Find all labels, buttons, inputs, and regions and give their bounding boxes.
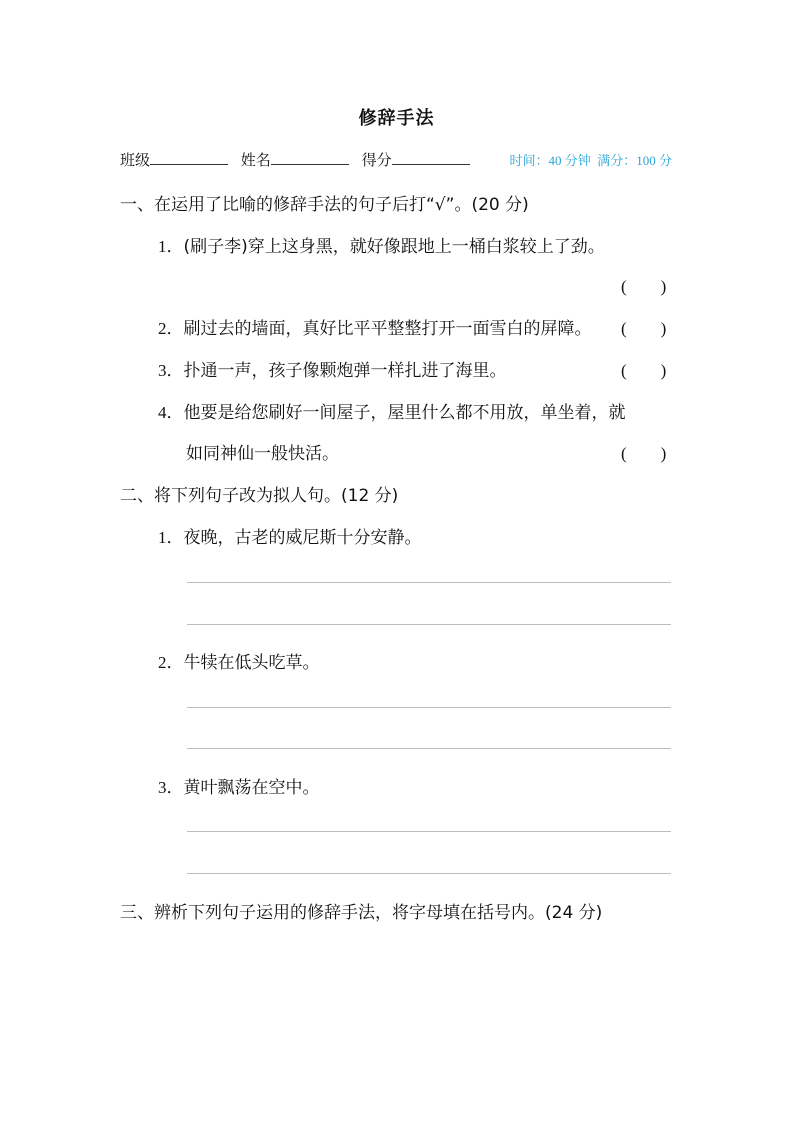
item-text: 扑通一声，孩子像颗炮弹一样扎进了海里。 (183, 361, 507, 381)
s1-item-4-continued: 如同神仙一般快活。 (186, 444, 339, 464)
item-text: (刷子李)穿上这身黑，就好像跟地上一桶白浆较上了劲。 (183, 237, 605, 257)
s1-item-4-answer-paren[interactable]: ( ) (621, 444, 667, 463)
score-blank[interactable] (392, 150, 470, 165)
score-label: 得分 (361, 151, 392, 169)
s1-item-1 (158, 232, 605, 257)
item-number: 3． (158, 778, 184, 797)
item-number: 2． (158, 319, 184, 338)
section-3-heading: 三、辨析下列句子运用的修辞手法，将字母填在括号内。(24 分) (120, 903, 603, 923)
name-label: 姓名 (240, 151, 271, 169)
s2-item-1 (158, 523, 422, 548)
s2-item-2 (158, 648, 320, 673)
section-1-heading: 一、在运用了比喻的修辞手法的句子后打“√”。(20 分) (120, 195, 529, 215)
s1-item-4 (158, 398, 626, 423)
s2-item-1-answer-line-2[interactable] (187, 624, 671, 625)
section-2-heading: 二、将下列句子改为拟人句。(12 分) (120, 486, 399, 506)
item-text: 刷过去的墙面，真好比平平整整打开一面雪白的屏障。 (183, 319, 592, 339)
s2-item-3-answer-line-2[interactable] (187, 873, 671, 874)
s1-item-3-answer-paren[interactable]: ( ) (621, 361, 667, 380)
item-text: 牛犊在低头吃草。 (183, 653, 320, 673)
item-text: 他要是给您刷好一间屋子，屋里什么都不用放，单坐着，就 (183, 403, 626, 423)
student-info-row (120, 149, 478, 170)
page-title: 修辞手法 (358, 108, 435, 129)
s1-item-2-answer-paren[interactable]: ( ) (621, 319, 667, 338)
s1-item-2 (158, 314, 592, 339)
exam-meta (509, 150, 672, 169)
time-limit: 时间：40 分钟 (509, 153, 591, 168)
item-text: 夜晚，古老的威尼斯十分安静。 (183, 528, 422, 548)
full-score: 满分：100 分 (597, 153, 672, 168)
class-blank[interactable] (150, 150, 228, 165)
s2-item-2-answer-line-2[interactable] (187, 748, 671, 749)
s2-item-2-answer-line-1[interactable] (187, 707, 671, 708)
s2-item-3 (158, 773, 320, 798)
item-number: 2． (158, 653, 184, 672)
item-text: 黄叶飘荡在空中。 (183, 778, 320, 798)
s1-item-1-answer-paren[interactable]: ( ) (621, 277, 667, 296)
item-number: 1． (158, 237, 184, 256)
s2-item-3-answer-line-1[interactable] (187, 831, 671, 832)
name-blank[interactable] (271, 150, 349, 165)
item-number: 4． (158, 403, 184, 422)
s1-item-3 (158, 356, 507, 381)
item-number: 1． (158, 528, 184, 547)
s2-item-1-answer-line-1[interactable] (187, 582, 671, 583)
class-label: 班级 (120, 151, 151, 169)
item-number: 3． (158, 361, 184, 380)
